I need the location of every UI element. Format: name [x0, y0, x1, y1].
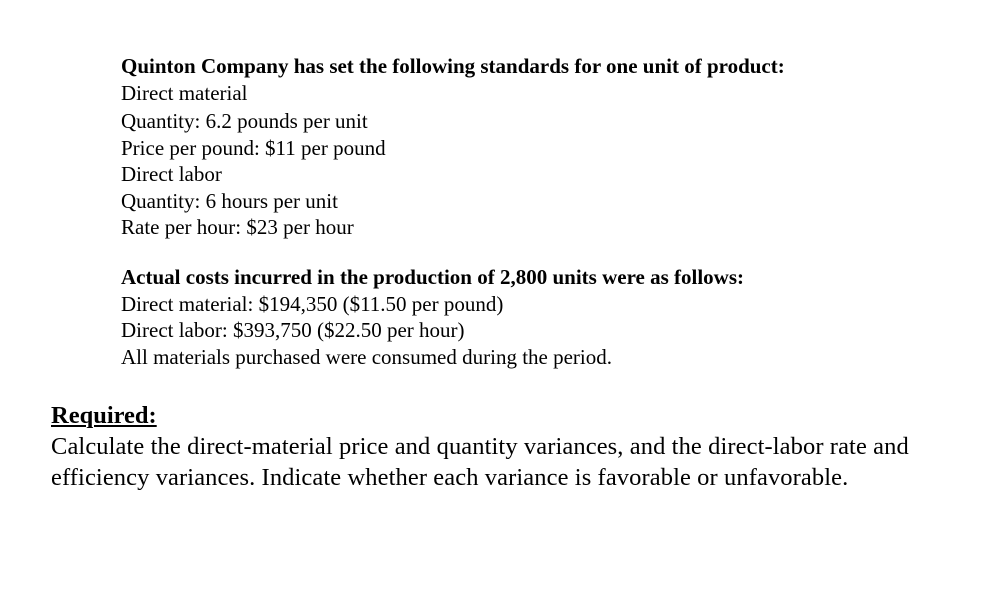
standards-heading: Quinton Company has set the following standards for one unit of product: [121, 54, 785, 78]
actual-line-direct-material: Direct material: $194,350 ($11.50 per pound) [121, 291, 504, 316]
actual-line-direct-labor: Direct labor: $393,750 ($22.50 per hour) [121, 318, 465, 342]
actual-heading: Actual costs incurred in the production of 2,800 units were as follows: [121, 265, 745, 289]
standards-section [121, 53, 785, 241]
standards-line-labor-quantity: Quantity: 6 hours per unit [121, 188, 338, 213]
required-section [51, 400, 971, 493]
standards-line-material-price: Price per pound: $11 per pound [121, 135, 386, 160]
standards-line-direct-material: Direct material [121, 80, 248, 105]
standards-line-material-quantity: Quantity: 6.2 pounds per unit [121, 109, 368, 133]
standards-line-labor-rate: Rate per hour: $23 per hour [121, 215, 354, 239]
required-body: Calculate the direct-material price and quantity variances, and the direct-labor rate and efficiency variances. Indicate whether each variance is favorable or unfavorable. [51, 433, 909, 491]
actual-costs-section [121, 264, 744, 370]
actual-line-materials-consumed: All materials purchased were consumed during the period. [121, 344, 613, 369]
standards-line-direct-labor: Direct labor [121, 162, 222, 186]
required-heading: Required: [51, 402, 157, 429]
